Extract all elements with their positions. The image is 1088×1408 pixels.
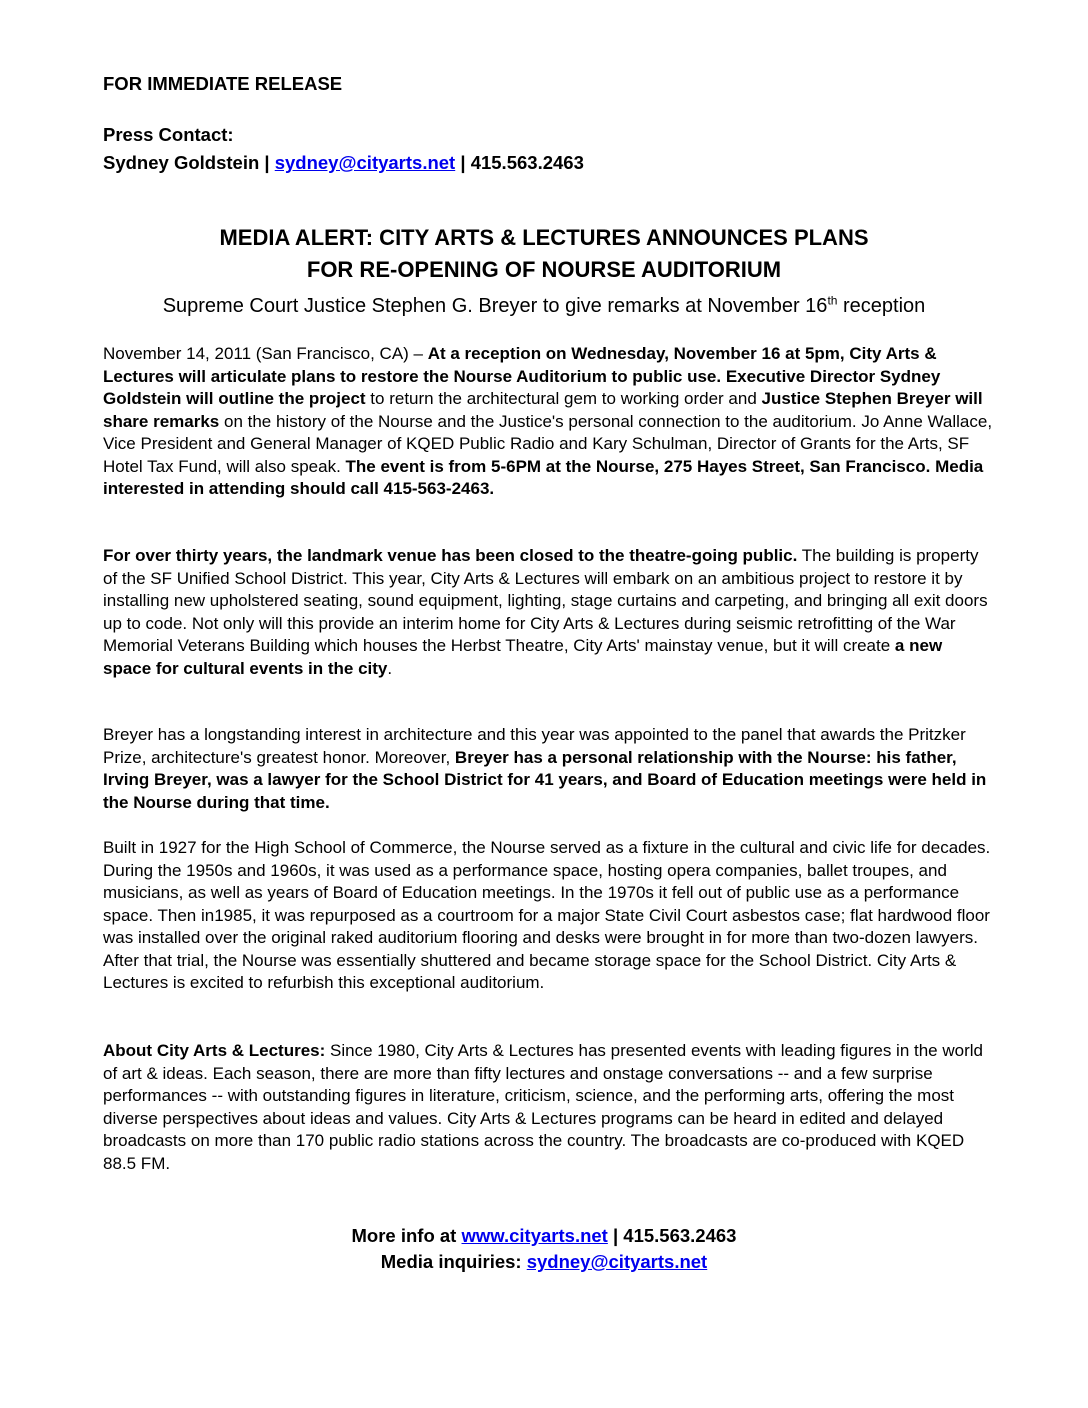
subhead-text: Supreme Court Justice Stephen G. Breyer to give remarks at November 16 (162, 295, 828, 317)
p1-date: November 14, 2011 (San Francisco, CA) – (103, 344, 428, 363)
p2-text-2: . (387, 658, 393, 678)
p1-bold-3: The event is from 5-6PM at the Nourse, 275 Hayes Street, San Francisco. Media interested in attending should call 415-563-2463. (103, 456, 984, 498)
subheadline (0, 292, 1088, 320)
footer-website-link[interactable]: www.cityarts.net (461, 1225, 608, 1246)
contact-name: Sydney Goldstein | (103, 152, 275, 173)
footer-media-inquiries (0, 1249, 1088, 1275)
p5-text: Since 1980, City Arts & Lectures has presented events with leading figures in the world of art & ideas. Each season, there are more than fifty lectures and onstage conversations -- and a few surprise performances -- with outstanding figures in literature, criticism, science, and the performing arts, offering the most diverse perspectives about ideas and values. City Arts & Lectures programs can be heard in edited and delayed broadcasts on more than 170 public radio stations across the country. The broadcasts are co-produced with KQED 88.5 FM. (103, 1041, 983, 1173)
p1-bold-2: Justice Stephen Breyer will share remarks (103, 389, 983, 431)
contact-email-link[interactable]: sydney@cityarts.net (274, 152, 456, 173)
headline-line-2: FOR RE-OPENING OF NOURSE AUDITORIUM (306, 257, 782, 282)
p3-bold: Breyer has a personal relationship with the Nourse: his father, Irving Breyer, was a lawyer for the School District for 41 years, and Board of Education meetings were held in the Nourse during that time. (103, 747, 987, 812)
footer-media-label: Media inquiries: (380, 1251, 527, 1272)
p1-text-1: to return the architectural gem to working order and (365, 389, 762, 408)
p2-bold-1: For over thirty years, the landmark venue has been closed to the theatre-going public. (103, 546, 798, 565)
p4-text: Built in 1927 for the High School of Commerce, the Nourse served as a fixture in the cultural and civic life for decades. During the 1950s and 1960s, it was used as a performance space, hosting opera companies, ballet troupes, and musicians, as well as years of Board of Education meetings. In the 1970s it fell out of public use as a performance space. Then in1985, it was repurposed as a courtroom for a major State Civil Court asbestos case; flat hardwood floor was installed over the original raked auditorium flooring and desks were brought in for more than two-dozen lawyers. After that trial, the Nourse was essentially shuttered and became storage space for the School District. City Arts & Lectures is excited to refurbish this exceptional auditorium. (103, 838, 991, 992)
contact-phone: | 415.563.2463 (455, 152, 584, 173)
paragraph-venue (103, 545, 993, 680)
p1-bold-1: At a reception on Wednesday, November 16 at 5pm, City Arts & Lectures will articulate plans to restore the Nourse Auditorium to public use. Executive Director Sydney Goldstein will outline the project (103, 344, 941, 408)
subhead-tail: reception (837, 295, 926, 317)
press-contact-label: Press Contact: (103, 124, 234, 145)
release-label (103, 72, 342, 96)
footer-more-info (0, 1223, 1088, 1249)
p3-text: Breyer has a longstanding interest in architecture and this year was appointed to the panel that awards the Pritzker Prize, architecture's greatest honor. Moreover, (103, 725, 966, 767)
paragraph-history (103, 837, 993, 995)
footer-phone: | 415.563.2463 (607, 1225, 737, 1246)
paragraph-breyer (103, 724, 993, 814)
p2-bold-2: a new space for cultural events in the city (103, 636, 943, 678)
press-contact-line (103, 149, 584, 177)
subhead-sup: th (827, 293, 838, 308)
paragraph-intro (103, 343, 993, 501)
p5-bold: About City Arts & Lectures: (103, 1041, 326, 1060)
footer-email-link[interactable]: sydney@cityarts.net (526, 1251, 708, 1272)
paragraph-about (103, 1040, 993, 1175)
footer-more-label: More info at (351, 1225, 462, 1246)
press-contact-block (103, 121, 584, 177)
p1-text-2: on the history of the Nourse and the Justice's personal connection to the auditorium. Jo Anne Wallace, Vice President and General Manager of KQED Public Radio and Kary Schulman, Director of Grants for the Arts, SF Hotel Tax Fund, will also speak. (103, 411, 993, 476)
release-text: FOR IMMEDIATE RELEASE (103, 73, 343, 94)
p2-text-1: The building is property of the SF Unified School District. This year, City Arts & Lectures will embark on an ambitious project to restore it by installing new upholstered seating, sound equipment, lighting, stage curtains and carpeting, and bringing all exit doors up to code. Not only will this provide an interim home for City Arts & Lectures during seismic retrofitting of the War Memorial Veterans Building which houses the Herbst Theatre, City Arts' mainstay venue, but it will create (103, 546, 988, 655)
headline-line-1: MEDIA ALERT: CITY ARTS & LECTURES ANNOUNCES PLANS (219, 225, 869, 250)
